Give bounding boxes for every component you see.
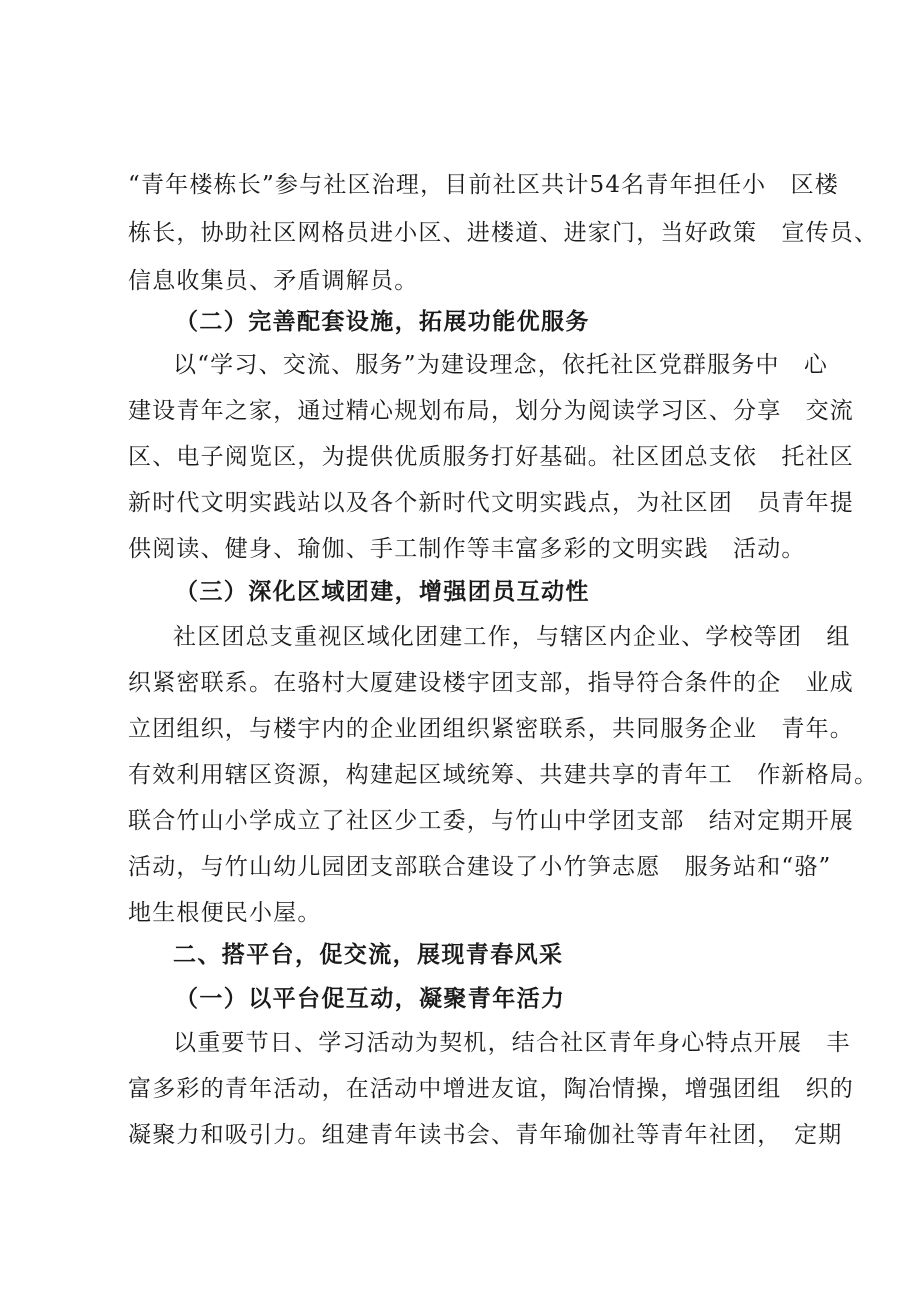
chapter-heading: 二、搭平台，促交流，展现青春风采 xyxy=(173,941,564,968)
text-line: 信息收集员、矛盾调解员。 xyxy=(128,268,419,294)
text-line: 以重要节日、学习活动为契机，结合社区青年身心特点开展 丰 xyxy=(173,1030,851,1056)
text-line: 新时代文明实践站以及各个新时代文明实践点，为社区团 员青年提 xyxy=(128,490,854,516)
text-line: 建设青年之家，通过精心规划布局，划分为阅读学习区、分享 交流 xyxy=(128,398,854,424)
text-line: 有效利用辖区资源，构建起区域统筹、共建共享的青年工 作新格局。 xyxy=(128,762,879,788)
text-line: 织紧密联系。在骆村大厦建设楼宇团支部，指导符合条件的企 业成 xyxy=(128,670,854,696)
text-line: 供阅读、健身、瑜伽、手工制作等丰富多彩的文明实践 活动。 xyxy=(128,536,806,562)
text-line: 联合竹山小学成立了社区少工委，与竹山中学团支部 结对定期开展 xyxy=(128,808,854,834)
text-line: 地生根便民小屋。 xyxy=(128,900,322,926)
text-line: 活动，与竹山幼儿园团支部联合建设了小竹笋志愿 服务站和“骆” xyxy=(128,854,832,880)
text-line: “青年楼栋长”参与社区治理，目前社区共计54名青年担任小 区楼 xyxy=(128,172,839,198)
text-line: 区、电子阅览区，为提供优质服务打好基础。社区团总支依 托社区 xyxy=(128,444,854,470)
section-heading: （一）以平台促互动，凝聚青年活力 xyxy=(175,985,566,1012)
text-line: 以“学习、交流、服务”为建设理念，依托社区党群服务中 心 xyxy=(173,352,829,378)
section-heading: （三）深化区域团建，增强团员互动性 xyxy=(175,578,590,605)
text-line: 栋长，协助社区网格员进小区、进楼道、进家门，当好政策 宣传员、 xyxy=(128,220,879,246)
text-line: 凝聚力和吸引力。组建青年读书会、青年瑜伽社等青年社团， 定期 xyxy=(128,1122,843,1148)
section-heading: （二）完善配套设施，拓展功能优服务 xyxy=(175,308,590,335)
text-line: 社区团总支重视区域化团建工作，与辖区内企业、学校等团 组 xyxy=(173,624,851,650)
text-line: 立团组织，与楼宇内的企业团组织紧密联系，共同服务企业 青年。 xyxy=(128,716,854,742)
text-line: 富多彩的青年活动，在活动中增进友谊，陶冶情操，增强团组 织的 xyxy=(128,1076,854,1102)
